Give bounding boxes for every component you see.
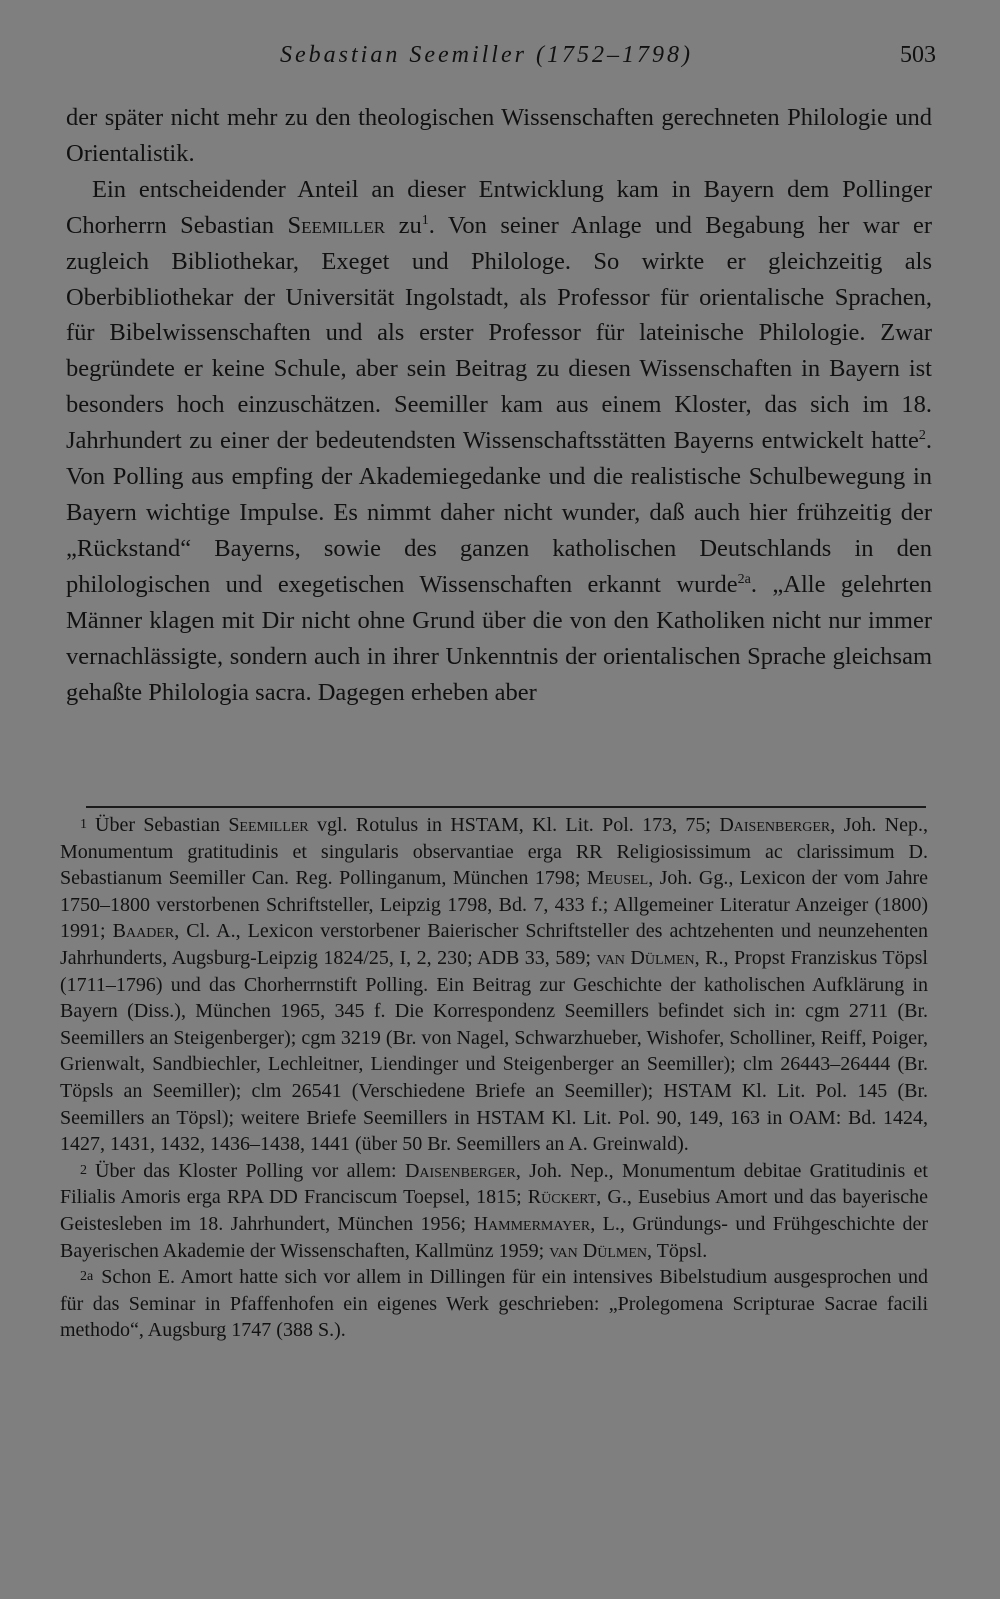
paragraph-text: Ein entscheidender Anteil an dieser Entwicklung kam in Bayern dem Pollinger Chorherrn Sebastian [66, 175, 932, 239]
footnote-text: , L., Gründungs- und Frühgeschichte der Bayerischen Akademie der Wissenschaften, Kallmünz 1959; [60, 1212, 928, 1262]
author-name: Daisenberger [719, 814, 831, 836]
footnote-mark: 2 [80, 1162, 87, 1178]
page-number: 503 [900, 42, 936, 68]
author-name: Rückert [527, 1186, 597, 1209]
paragraph-text: . „Alle gelehrten Männer klagen mit Dir nicht ohne Grund über die von den Katholiken nicht nur immer vernachlässigte, sondern auch in ihrer Unkenntnis der orientalischen Sprache gleichsam gehaßte Philologia sacra. Dagegen erheben aber [66, 570, 932, 706]
author-name: van Dülmen [596, 946, 695, 969]
footnote-mark: 2a [80, 1269, 94, 1285]
author-name: Seemiller [228, 814, 309, 836]
main-text [66, 100, 932, 710]
author-name: Hammermayer [473, 1212, 591, 1235]
footnotes [60, 812, 928, 1344]
footnote-ref[interactable]: 2a [737, 571, 751, 587]
paragraph-text: . Von seiner Anlage und Begabung her war er zugleich Bibliothekar, Exeget und Philologe. So wirkte er gleichzeitig als Oberbibliothekar der Universität Ingolstadt, als Professor für orientalische Sprachen, für Bibelwissenschaften und als erster Professor für lateinische Philologie. Zwar begründete er keine Schule, aber sein Beitrag zu diesen Wissenschaften in Bayern ist besonders hoch einzuschätzen. Seemiller kam aus einem Kloster, das sich im 18. Jahrhundert zu einer der bedeutendsten Wissenschaftsstätten Bayerns entwickelt hatte [66, 211, 933, 455]
footnote-text: , Joh. Nep., Monumentum gratitudinis et singularis observantiae erga RR Religiosissimum ac clarissimum D. Sebastianum Seemiller Can. Reg. Pollinganum, München 1798; [60, 814, 929, 890]
paragraph [66, 100, 932, 172]
paragraph-text: zu [385, 211, 422, 239]
footnote-text: vgl. Rotulus in HSTAM, Kl. Lit. Pol. 173, 75; [308, 814, 720, 836]
paragraph-text: . Von Polling aus empfing der Akademiegedanke und die realistische Schulbewegung in Bayern wichtige Impulse. Es nimmt daher nicht wunder, daß auch hier frühzeitig der „Rückstand“ Bayerns, sowie des ganzen katholischen Deutschlands in den philologischen und exegetischen Wissenschaften erkannt wurde [66, 427, 932, 598]
footnote-text: , R., Propst Franziskus Töpsl (1711–1796) und das Chorherrnstift Polling. Ein Beitrag zur Geschichte der katholischen Aufklärung in Bayern (Diss.), München 1965, 345 f. Die Korrespondenz Seemillers befindet sich in: cgm 2711 (Br. Seemillers an Steigenberger); cgm 3219 (Br. von Nagel, Schwarzhueber, Wishofer, Scholliner, Reiff, Poiger, Grienwalt, Sandbiechler, Lechleitner, Liendinger und Steigenberger an Seemiller); clm 26443–26444 (Br. Töpsls an Seemiller); clm 26541 (Verschiedene Briefe an Seemiller); HSTAM Kl. Lit. Pol. 145 (Br. Seemillers an Töpsl); weitere Briefe Seemillers in HSTAM Kl. Lit. Pol. 90, 149, 163 in OAM: Bd. 1424, 1427, 1431, 1432, 1436–1438, 1441 (über 50 Br. Seemillers an A. Greinwald). [60, 946, 928, 1156]
footnote-text: , Joh. Nep., Monumentum debitae Gratitudinis et Filialis Amoris erga RPA DD Franciscum Toepsel, 1815; [60, 1159, 928, 1209]
footnote-text: Schon E. Amort hatte sich vor allem in Dillingen für ein intensives Bibelstudium ausgesprochen und für das Seminar in Pfaffenhofen ein eigenes Werk geschrieben: „Prolegomena Scripturae Sacrae facili methodo“, Augsburg 1747 (388 S.). [60, 1266, 928, 1342]
footnote-text: , Joh. Gg., Lexicon der vom Jahre 1750–1800 verstorbenen Schriftsteller, Leipzig 1798, Bd. 7, 433 f.; Allgemeiner Literatur Anzeiger (1800) 1991; [60, 867, 929, 943]
footnote-2 [60, 1158, 928, 1264]
footnote-1 [60, 812, 928, 1158]
author-name: Meusel [586, 867, 649, 890]
paragraph-text: der später nicht mehr zu den theologischen Wissenschaften gerechneten Philologie und Orientalistik. [66, 104, 932, 167]
footnote-text: Über Sebastian [95, 814, 229, 836]
author-name: Daisenberger [404, 1159, 516, 1182]
footnote-text: , Töpsl. [647, 1239, 708, 1262]
footnote-ref[interactable]: 2 [918, 428, 926, 443]
author-name: Baader [112, 920, 175, 943]
footnote-text: Über das Kloster Polling vor allem: [95, 1159, 405, 1182]
author-name: van Dülmen [549, 1239, 647, 1262]
footnote-text: , G., Eusebius Amort und das bayerische Geistesleben im 18. Jahrhundert, München 1956; [60, 1186, 928, 1235]
paragraph [66, 172, 932, 711]
person-name: Seemiller [287, 211, 386, 239]
footnote-2a [60, 1264, 928, 1344]
footnote-separator [86, 806, 926, 808]
running-title: Sebastian Seemiller (1752–1798) [280, 42, 693, 68]
footnote-ref[interactable]: 1 [421, 212, 429, 228]
footnote-text: , Cl. A., Lexicon verstorbener Baierischer Schriftsteller des achtzehenten und neunzehenten Jahrhunderts, Augsburg-Leipzig 1824/25, I, 2, 230; ADB 33, 589; [60, 920, 928, 969]
footnote-mark: 1 [80, 817, 87, 832]
running-header [66, 42, 936, 78]
